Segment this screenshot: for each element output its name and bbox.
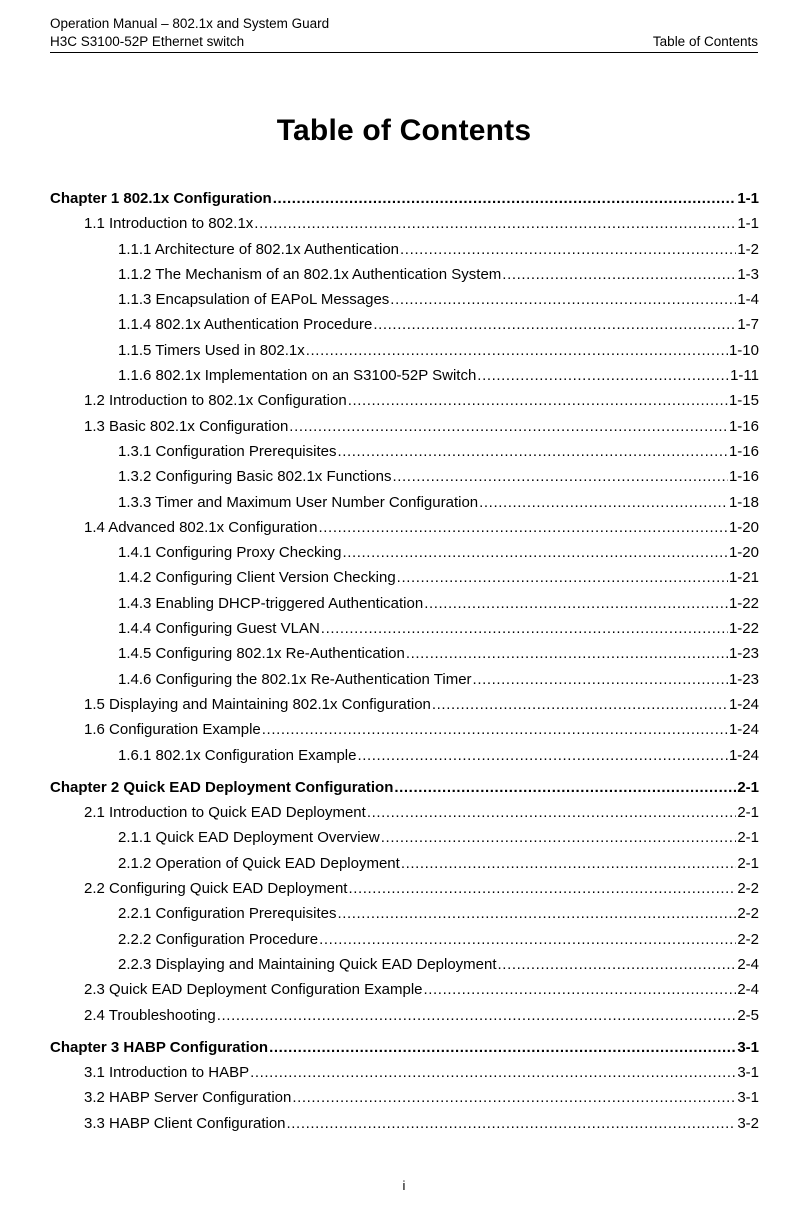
toc-entry-label: 1.5 Displaying and Maintaining 802.1x Configuration (84, 695, 431, 713)
toc-chapter-1[interactable] (50, 186, 759, 211)
toc-entry-label: 1.4.5 Configuring 802.1x Re-Authentication (118, 645, 405, 663)
dot-leader (262, 717, 728, 742)
toc-entry-page: 1-24 (728, 746, 759, 764)
toc-entry-page: 1-11 (730, 367, 759, 385)
dot-leader (393, 464, 728, 489)
toc-entry-1-2[interactable] (50, 388, 759, 413)
toc-entry-label: 1.3.2 Configuring Basic 802.1x Functions (118, 468, 392, 486)
dot-leader (250, 1060, 736, 1085)
toc-entry-3-3[interactable] (50, 1111, 759, 1136)
toc-entry-label: 1.4.1 Configuring Proxy Checking (118, 544, 342, 562)
toc-chapter-3[interactable] (50, 1035, 759, 1060)
toc-entry-1-6[interactable] (50, 717, 759, 742)
toc-entry-page: 1-22 (728, 620, 759, 638)
dot-leader (269, 1035, 736, 1060)
dot-leader (337, 439, 728, 464)
toc-entry-label: 1.1.2 The Mechanism of an 802.1x Authentication System (118, 265, 502, 283)
toc-entry-page: 2-1 (737, 778, 759, 796)
dot-leader (217, 1003, 737, 1028)
toc-entry-page: 2-2 (737, 905, 759, 923)
toc-entry-label: Chapter 3 HABP Configuration (50, 1038, 269, 1056)
toc-entry-2-1-2[interactable] (50, 851, 759, 876)
toc-entry-label: Chapter 1 802.1x Configuration (50, 190, 272, 207)
dot-leader (424, 977, 737, 1002)
header-manual-title: Operation Manual – 802.1x and System Guard (50, 16, 330, 31)
toc-entry-label: 3.2 HABP Server Configuration (84, 1089, 292, 1107)
header-section-name: Table of Contents (652, 34, 758, 49)
dot-leader (397, 565, 728, 590)
toc-entry-1-6-1[interactable] (50, 743, 759, 768)
toc-entry-1-3-1[interactable] (50, 439, 759, 464)
toc-entry-page: 2-4 (737, 955, 759, 973)
dot-leader (390, 287, 736, 312)
dot-leader (321, 616, 728, 641)
dot-leader (502, 262, 736, 287)
toc-entry-page: 3-1 (737, 1064, 759, 1082)
dot-leader (342, 540, 728, 565)
toc-entry-label: 2.1 Introduction to Quick EAD Deployment (84, 804, 366, 822)
dot-leader (473, 667, 728, 692)
toc-chapter-2[interactable] (50, 775, 759, 800)
dot-leader (337, 901, 736, 926)
toc-entry-page: 1-1 (737, 215, 759, 233)
dot-leader (273, 186, 737, 211)
toc-entry-label: 1.1.1 Architecture of 802.1x Authentication (118, 240, 400, 258)
toc-entry-page: 1-18 (728, 493, 759, 511)
dot-leader (479, 490, 728, 515)
toc-entry-page: 1-24 (728, 695, 759, 713)
toc-entry-1-4-6[interactable] (50, 667, 759, 692)
toc-entry-label: 1.4.3 Enabling DHCP-triggered Authentication (118, 594, 424, 612)
dot-leader (381, 825, 737, 850)
toc-entry-3-2[interactable] (50, 1085, 759, 1110)
toc-entry-label: 1.3.1 Configuration Prerequisites (118, 442, 337, 460)
page-header (50, 16, 758, 53)
toc-entry-label: 2.4 Troubleshooting (84, 1006, 216, 1024)
toc-entry-page: 1-20 (728, 518, 759, 536)
toc-entry-label: 2.3 Quick EAD Deployment Configuration Example (84, 981, 423, 999)
toc-entry-page: 1-24 (728, 721, 759, 739)
toc-entry-page: 1-1 (737, 190, 759, 207)
dot-leader (424, 591, 728, 616)
toc-entry-label: 2.2.3 Displaying and Maintaining Quick EAD Deployment (118, 955, 497, 973)
toc-entry-label: Chapter 2 Quick EAD Deployment Configuration (50, 778, 394, 796)
toc-entry-page: 2-1 (737, 829, 759, 847)
toc-entry-page: 1-16 (728, 417, 759, 435)
dot-leader (432, 692, 728, 717)
toc-entry-page: 2-1 (737, 854, 759, 872)
toc-entry-page: 1-7 (737, 316, 759, 334)
toc-entry-1-3-2[interactable] (50, 464, 759, 489)
toc-entry-page: 3-2 (737, 1114, 759, 1132)
toc-entry-label: 1.4.6 Configuring the 802.1x Re-Authentication Timer (118, 670, 472, 688)
toc-entry-label: 1.4.2 Configuring Client Version Checking (118, 569, 396, 587)
header-product-name: H3C S3100-52P Ethernet switch (50, 34, 245, 49)
toc-entry-label: 2.2 Configuring Quick EAD Deployment (84, 880, 348, 898)
toc-entry-page: 1-20 (728, 544, 759, 562)
toc-entry-label: 1.1.4 802.1x Authentication Procedure (118, 316, 373, 334)
toc-entry-3-1[interactable] (50, 1060, 759, 1085)
dot-leader (477, 363, 729, 388)
toc-entry-label: 1.4 Advanced 802.1x Configuration (84, 518, 318, 536)
toc-entry-1-1-2[interactable] (50, 262, 759, 287)
toc-entry-page: 2-2 (737, 880, 759, 898)
toc-entry-page: 1-23 (728, 645, 759, 663)
toc-entry-1-4-2[interactable] (50, 565, 759, 590)
dot-leader (367, 800, 737, 825)
toc-entry-1-3-3[interactable] (50, 490, 759, 515)
toc-entry-2-2-2[interactable] (50, 927, 759, 952)
dot-leader (406, 641, 728, 666)
toc-entry-2-4[interactable] (50, 1003, 759, 1028)
toc-entry-1-1-1[interactable] (50, 237, 759, 262)
toc-entry-1-1-5[interactable] (50, 338, 759, 363)
toc-entry-page: 1-16 (728, 468, 759, 486)
toc-entry-1-4-1[interactable] (50, 540, 759, 565)
toc-entry-1-1-6[interactable] (50, 363, 759, 388)
toc-entry-1-5[interactable] (50, 692, 759, 717)
toc-entry-1-4-5[interactable] (50, 641, 759, 666)
dot-leader (287, 1111, 737, 1136)
toc-entry-1-1-4[interactable] (50, 312, 759, 337)
dot-leader (400, 237, 736, 262)
dot-leader (498, 952, 737, 977)
dot-leader (319, 927, 736, 952)
toc-entry-page: 1-16 (728, 442, 759, 460)
toc-entry-2-1-1[interactable] (50, 825, 759, 850)
dot-leader (394, 775, 736, 800)
toc-entry-page: 2-4 (737, 981, 759, 999)
toc-entry-label: 1.2 Introduction to 802.1x Configuration (84, 392, 347, 410)
toc-entry-page: 1-3 (737, 265, 759, 283)
toc-entry-1-3[interactable] (50, 414, 759, 439)
toc-entry-1-1-3[interactable] (50, 287, 759, 312)
toc-entry-page: 3-1 (737, 1089, 759, 1107)
toc-entry-2-3[interactable] (50, 977, 759, 1002)
dot-leader (289, 414, 728, 439)
toc-entry-2-1[interactable] (50, 800, 759, 825)
toc-entry-label: 1.1.3 Encapsulation of EAPoL Messages (118, 291, 390, 309)
toc-entry-2-2-3[interactable] (50, 952, 759, 977)
dot-leader (401, 851, 737, 876)
toc-entry-page: 2-5 (737, 1006, 759, 1024)
dot-leader (254, 211, 736, 236)
toc-entry-page: 1-10 (728, 341, 759, 359)
toc-entry-page: 1-15 (728, 392, 759, 410)
toc-entry-label: 1.6 Configuration Example (84, 721, 261, 739)
page-title: Table of Contents (276, 114, 532, 147)
toc-entry-page: 1-2 (737, 240, 759, 258)
dot-leader (373, 312, 736, 337)
toc-entry-label: 1.4.4 Configuring Guest VLAN (118, 620, 320, 638)
page-number: i (402, 1178, 406, 1193)
toc-entry-page: 1-21 (728, 569, 759, 587)
dot-leader (357, 743, 727, 768)
toc-entry-label: 2.2.1 Configuration Prerequisites (118, 905, 337, 923)
toc-entry-label: 2.1.2 Operation of Quick EAD Deployment (118, 854, 400, 872)
toc-entry-label: 1.1.6 802.1x Implementation on an S3100-52P Switch (118, 367, 477, 385)
table-of-contents (50, 186, 759, 1136)
dot-leader (319, 515, 728, 540)
toc-entry-page: 1-22 (728, 594, 759, 612)
dot-leader (306, 338, 728, 363)
toc-entry-label: 3.1 Introduction to HABP (84, 1064, 250, 1082)
dot-leader (348, 876, 736, 901)
toc-entry-1-4-3[interactable] (50, 591, 759, 616)
toc-entry-2-2-1[interactable] (50, 901, 759, 926)
toc-entry-page: 1-4 (737, 291, 759, 309)
toc-entry-label: 2.1.1 Quick EAD Deployment Overview (118, 829, 380, 847)
dot-leader (348, 388, 728, 413)
toc-entry-page: 1-23 (728, 670, 759, 688)
toc-entry-page: 3-1 (737, 1038, 759, 1056)
toc-entry-1-4-4[interactable] (50, 616, 759, 641)
toc-entry-label: 1.1.5 Timers Used in 802.1x (118, 341, 305, 359)
toc-entry-page: 2-1 (737, 804, 759, 822)
toc-entry-1-1[interactable] (50, 211, 759, 236)
dot-leader (292, 1085, 736, 1110)
toc-entry-label: 3.3 HABP Client Configuration (84, 1114, 286, 1132)
toc-entry-label: 2.2.2 Configuration Procedure (118, 930, 319, 948)
toc-entry-page: 2-2 (737, 930, 759, 948)
toc-entry-label: 1.6.1 802.1x Configuration Example (118, 746, 357, 764)
toc-entry-label: 1.1 Introduction to 802.1x (84, 215, 254, 233)
toc-entry-label: 1.3 Basic 802.1x Configuration (84, 417, 289, 435)
toc-entry-label: 1.3.3 Timer and Maximum User Number Configuration (118, 493, 479, 511)
toc-entry-2-2[interactable] (50, 876, 759, 901)
toc-entry-1-4[interactable] (50, 515, 759, 540)
